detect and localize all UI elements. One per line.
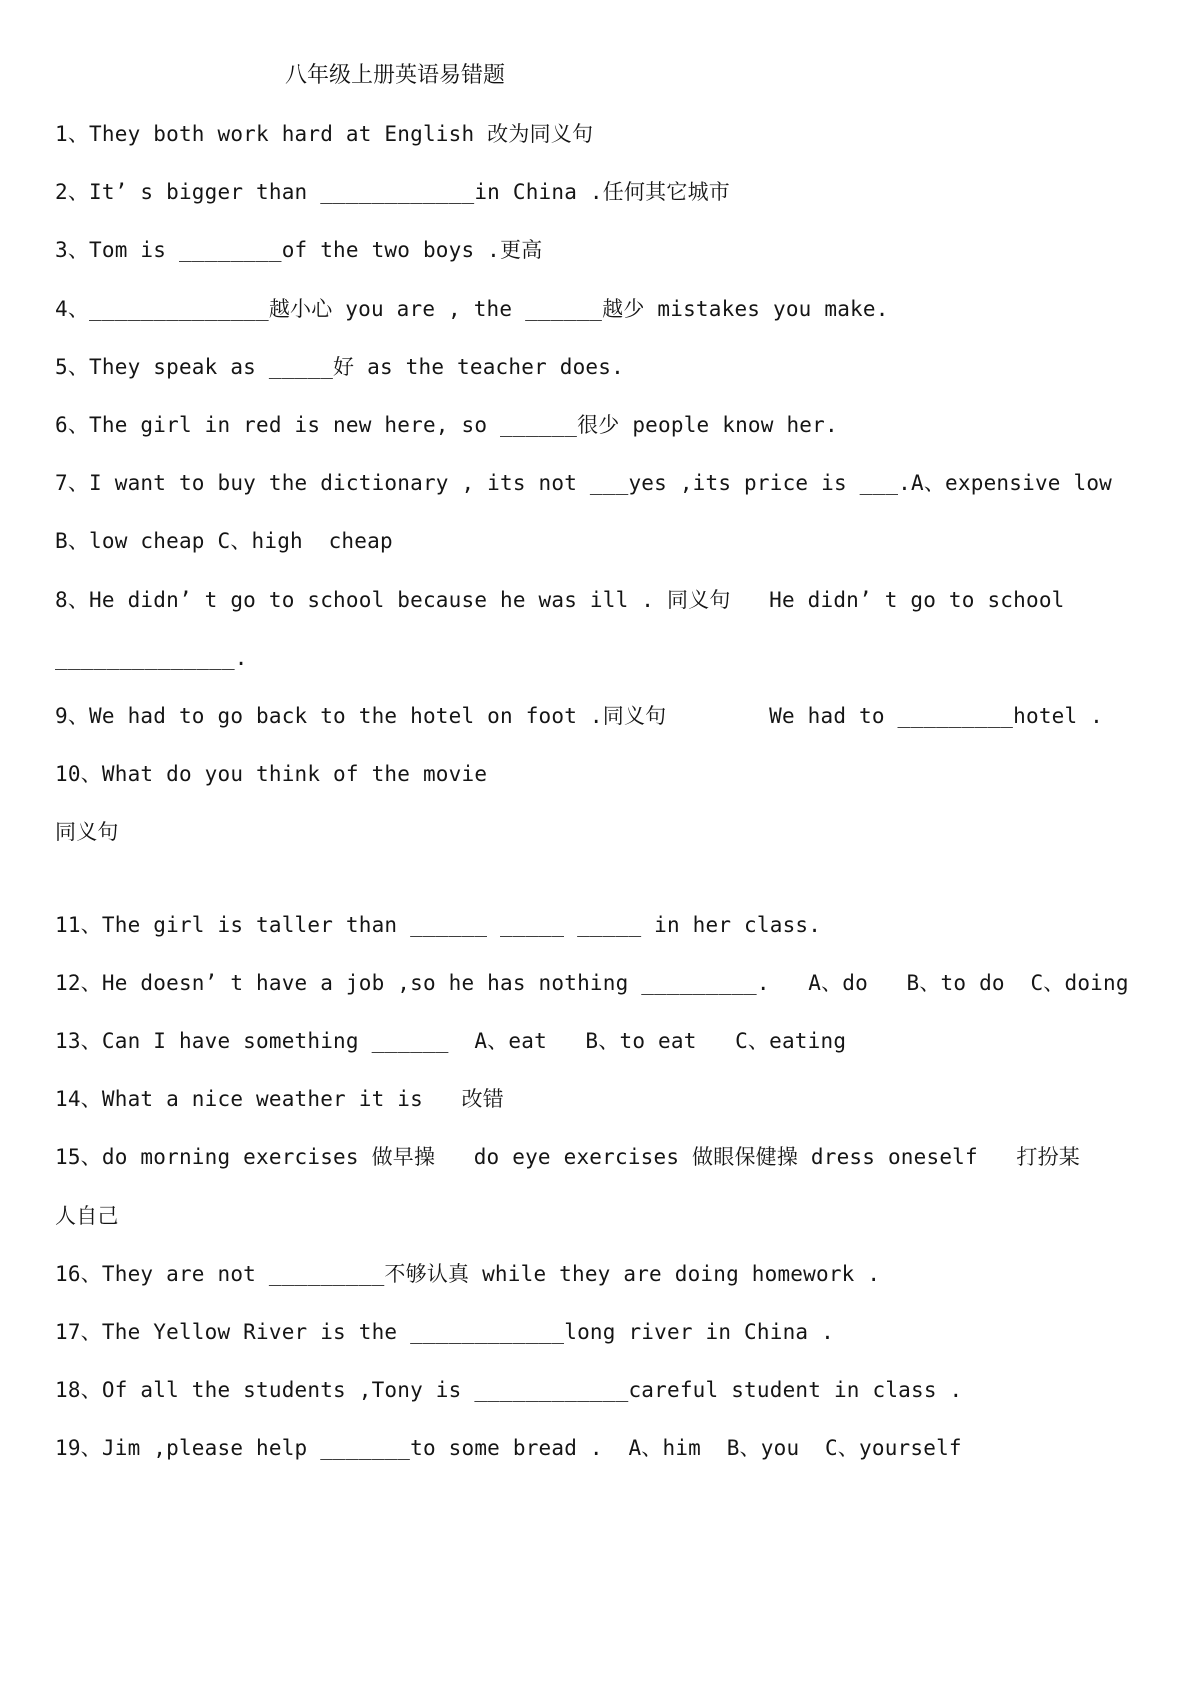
question-line-9: 9、We had to go back to the hotel on foot .同义句 We had to _________hotel . — [55, 704, 1104, 729]
question-line-7-options: B、low cheap C、high cheap — [55, 529, 393, 554]
question-line-2: 2、It’ s bigger than ____________in China .任何其它城市 — [55, 180, 730, 205]
document-title: 八年级上册英语易错题 — [285, 63, 506, 88]
question-line-1: 1、They both work hard at English 改为同义句 — [55, 122, 594, 146]
question-line-10: 10、What do you think of the movie — [55, 762, 488, 787]
question-line-12: 12、He doesn’ t have a job ,so he has nothing _________. A、do B、to do C、doing — [55, 970, 1129, 995]
question-line-3: 3、Tom is ________of the two boys .更高 — [55, 238, 543, 263]
question-line-16: 16、They are not _________不够认真 while they are doing homework . — [55, 1261, 881, 1286]
question-line-15: 15、do morning exercises 做早操 do eye exercises 做眼保健操 dress oneself 打扮某 — [55, 1145, 1080, 1170]
blank-line — [55, 862, 1161, 896]
question-line-5: 5、They speak as _____好 as the teacher does. — [55, 354, 624, 379]
question-line-19: 19、Jim ,please help _______to some bread . A、him B、you C、yourself — [55, 1436, 962, 1461]
question-line-15-continuation: 人自己 — [55, 1203, 119, 1228]
question-line-8-continuation: ______________. — [55, 645, 248, 670]
question-line-7: 7、I want to buy the dictionary , its not ___yes ,its price is ___.A、expensive low — [55, 471, 1113, 496]
question-line-14: 14、What a nice weather it is 改错 — [55, 1087, 504, 1112]
question-line-6: 6、The girl in red is new here, so ______很少 people know her. — [55, 413, 838, 438]
question-line-10-note: 同义句 — [55, 820, 119, 845]
question-line-17: 17、The Yellow River is the ____________long river in China . — [55, 1320, 834, 1345]
question-line-13: 13、Can I have something ______ A、eat B、to eat C、eating — [55, 1029, 847, 1054]
question-line-8: 8、He didn’ t go to school because he was ill . 同义句 He didn’ t go to school — [55, 587, 1065, 612]
question-line-18: 18、Of all the students ,Tony is ____________careful student in class . — [55, 1378, 963, 1403]
question-line-11: 11、The girl is taller than ______ _____ _____ in her class. — [55, 912, 822, 937]
question-line-4: 4、______________越小心 you are , the ______越少 mistakes you make. — [55, 296, 889, 321]
